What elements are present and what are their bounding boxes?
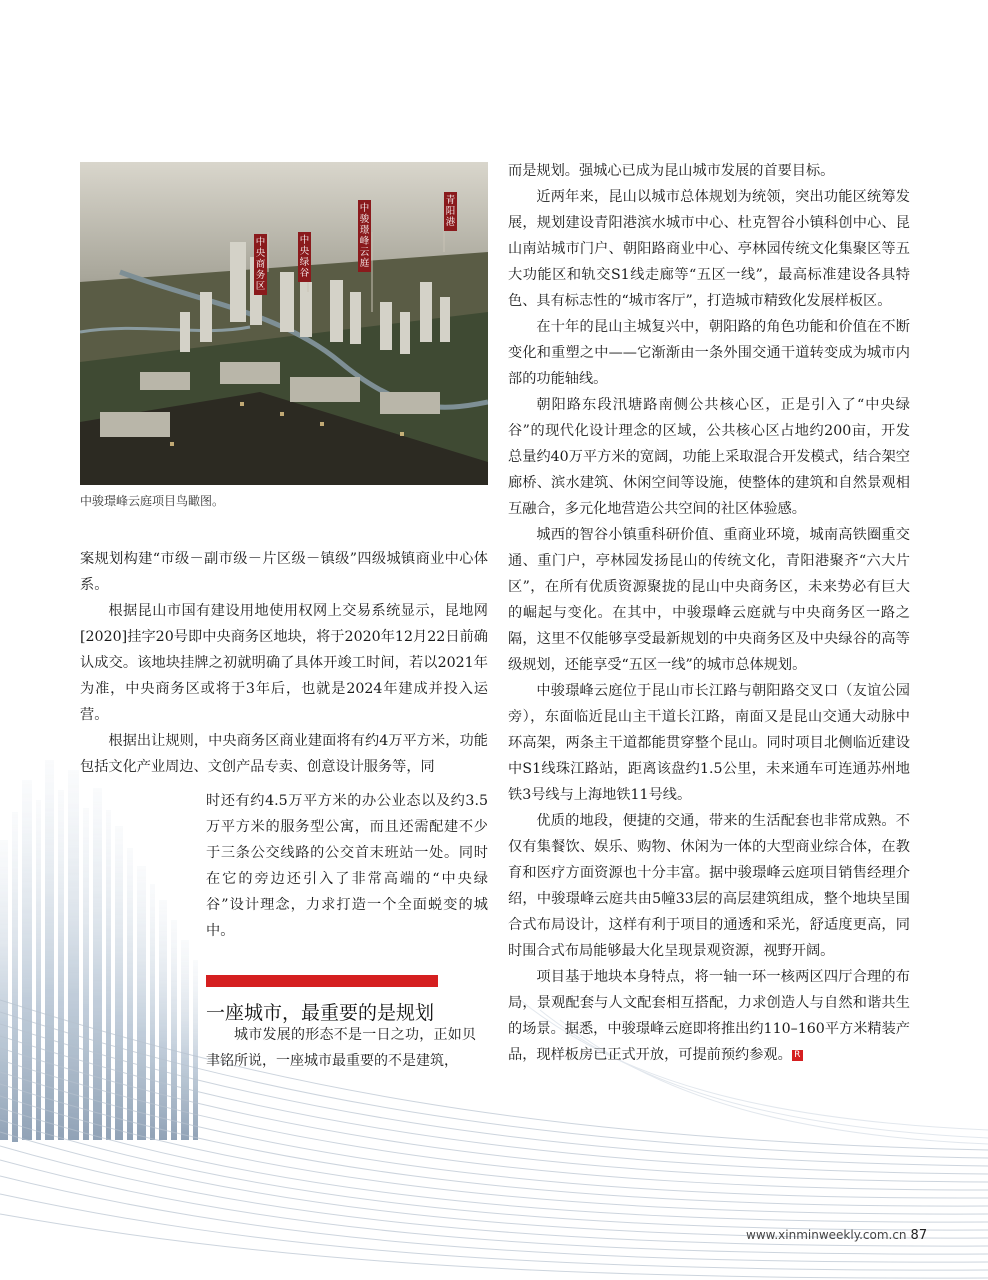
paragraph: 根据昆山市国有建设用地使用权网上交易系统显示，昆地网[2020]挂字20号即中央商务区地块，将于2020年12月22日前确认成交。该地块挂牌之初就明确了具体开竣工时间，若以2021年为准，中央商务区或将于3年后，也就是2024年建成并投入运营。 — [80, 603, 488, 723]
paragraph: 而是规划。强城心已成为昆山城市发展的首要目标。 — [508, 163, 835, 179]
page-number: 87 — [910, 1228, 928, 1243]
paragraph: 城市发展的形态不是一日之功，正如贝聿铭所说，一座城市最重要的不是建筑， — [206, 1027, 476, 1069]
paragraph: 朝阳路东段汛塘路南侧公共核心区，正是引入了“中央绿谷”的现代化设计理念的区域，公共核心区占地约200亩，开发总量约40万平方米的宽阔，功能上采取混合开发模式，结合架空廊桥、滨水建筑、休闲空间等设施，使整体的建筑和自然景观相互融合，多元化地营造公共空间的社区体验感。 — [508, 397, 910, 517]
end-mark-icon: R — [792, 1050, 803, 1061]
paragraph: 根据出让规则，中央商务区商业建面将有约4万平方米，功能包括文化产业周边、文创产品专卖、创意设计服务等，同 — [80, 733, 488, 775]
label-green-valley-tag: 中央绿谷 — [298, 232, 311, 282]
aerial-photo — [80, 162, 488, 485]
paragraph: 时还有约4.5万平方米的办公业态以及约3.5万平方米的服务型公寓，而且还需配建不少于三条公交线路的公交首末班站一处。同时在它的旁边还引入了非常高端的“中央绿谷”设计理念，力求打造一个全面蜕变的城中。 — [206, 793, 488, 939]
paragraph: 在十年的昆山主城复兴中，朝阳路的角色功能和价值在不断变化和重塑之中——它渐渐由一条外围交通干道转变成为城市内部的功能轴线。 — [508, 319, 910, 387]
paragraph: 案规划构建“市级－副市级－片区级－镇级”四级城镇商业中心体系。 — [80, 551, 488, 593]
section-red-bar — [206, 975, 438, 987]
section-intro-text — [206, 1022, 476, 1074]
paragraph-text: 项目基于地块本身特点，将一轴一环一核两区四厅合理的布局，景观配套与人文配套相互搭配，力求创造人与自然和谐共生的场景。据悉，中骏璟峰云庭即将推出约110–160平方米精装产品，现样板房已正式开放，可提前预约参观。 — [508, 969, 910, 1063]
section-heading: 一座城市，最重要的是规划 — [206, 1002, 435, 1024]
label-project-tag: 中骏璟峰云庭 — [358, 200, 371, 272]
aerial-illustration — [80, 162, 488, 485]
paragraph: 城西的智谷小镇重科研价值、重商业环境，城南高铁圈重交通、重门户，亭林园发扬昆山的传统文化，青阳港聚齐“六大片区”，在所有优质资源聚拢的昆山中央商务区，未来势必有巨大的崛起与变化。在其中，中骏璟峰云庭就与中央商务区一路之隔，这里不仅能够享受最新规划的中央商务区及中央绿谷的高等级规划，还能享受“五区一线”的城市总体规划。 — [508, 527, 910, 673]
page-footer — [746, 1228, 927, 1243]
label-cbd-tag: 中央商务区 — [254, 234, 267, 295]
paragraph: 中骏璟峰云庭位于昆山市长江路与朝阳路交叉口（友谊公园旁），东面临近昆山主干道长江路，南面又是昆山交通大动脉中环高架，两条主干道都能贯穿整个昆山。同时项目北侧临近建设中S1线珠江路站，距离该盘约1.5公里，未来通车可连通苏州地铁3号线与上海地铁11号线。 — [508, 683, 910, 803]
right-column-text — [508, 158, 910, 1068]
left-column-text — [80, 546, 488, 780]
footer-url: www.xinminweekly.com.cn — [746, 1228, 907, 1242]
last-paragraph — [508, 964, 910, 1068]
paragraph: 优质的地段，便捷的交通，带来的生活配套也非常成熟。不仅有集餐饮、娱乐、购物、休闲为一体的大型商业综合体，在教育和医疗方面资源也十分丰富。据中骏璟峰云庭项目销售经理介绍，中骏璟峰云庭共由5幢33层的高层建筑组成，整个地块呈围合式布局设计，这样有利于项目的通透和采光，舒适度更高，同时围合式布局能够最大化呈现景观资源，视野开阔。 — [508, 813, 910, 959]
left-column-narrow-text — [206, 788, 488, 944]
paragraph: 近两年来，昆山以城市总体规划为统领，突出功能区统筹发展，规划建设青阳港滨水城市中心、杜克智谷小镇科创中心、昆山南站城市门户、朝阳路商业中心、亭林园传统文化集聚区等五大功能区和轨交S1线走廊等“五区一线”，最高标准建设各具特色、具有标志性的“城市客厅”，打造城市精致化发展样板区。 — [508, 189, 910, 309]
photo-caption: 中骏璟峰云庭项目鸟瞰图。 — [80, 494, 225, 508]
label-qingyanggang-tag: 青阳港 — [444, 192, 457, 231]
